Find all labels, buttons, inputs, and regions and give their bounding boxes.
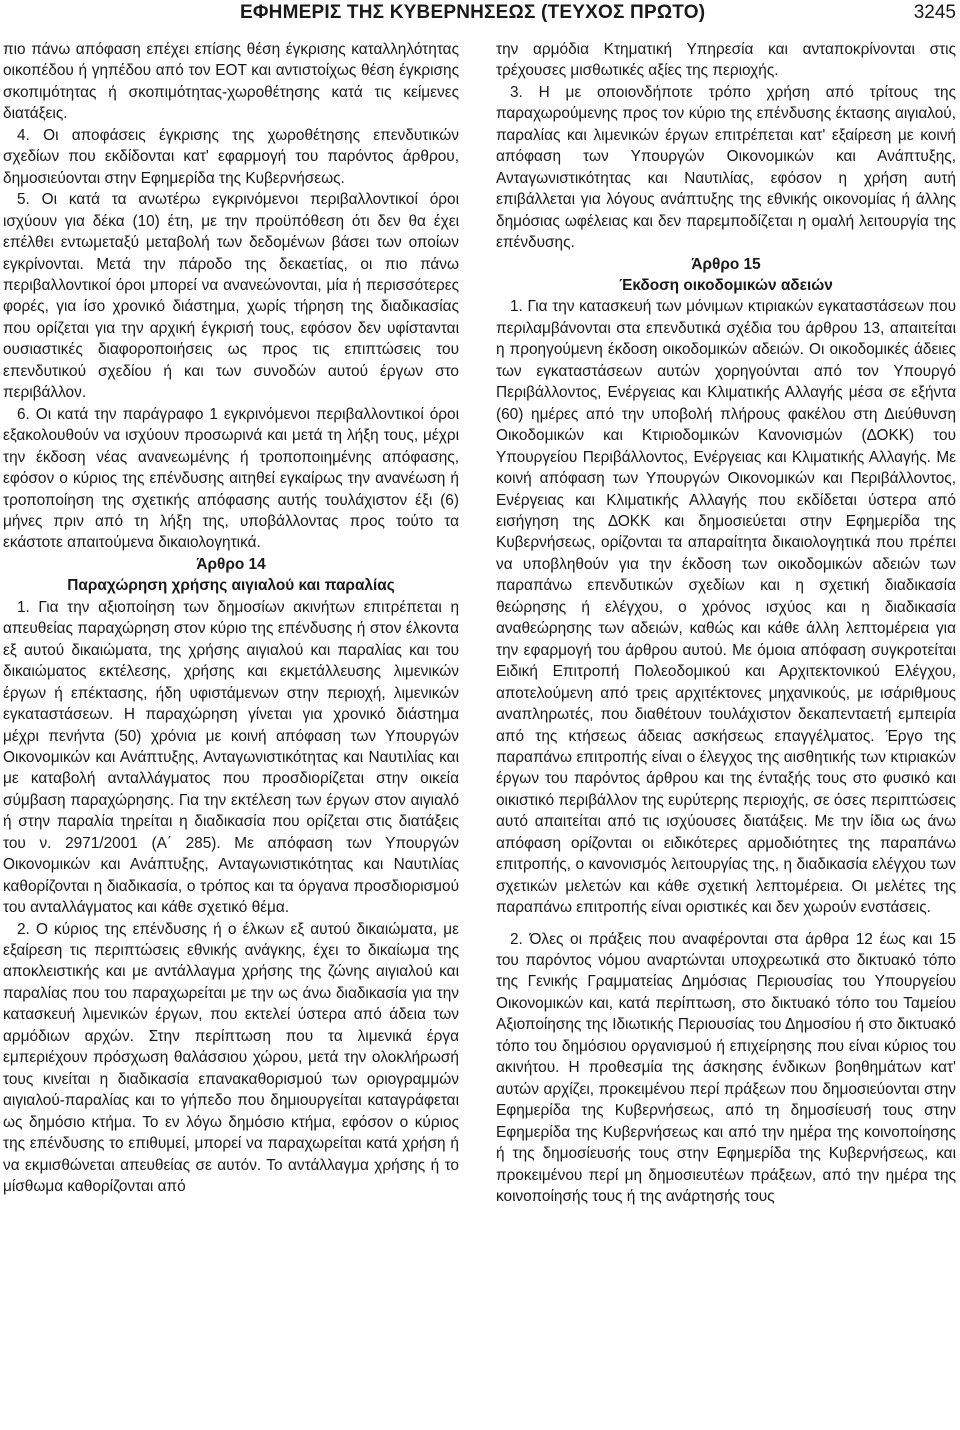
continued-paragraph: πιο πάνω απόφαση επέχει επίσης θέση έγκρισης καταλληλότητας οικοπέδου ή γηπέδου από τον ΕΟΤ και αντιστοίχως θέση έγκρισης σκοπιμότητας ή σκοπιμότητας-χωροθέτησης κατά τις κείμενες διατάξεις.: [3, 41, 459, 123]
left-column: [3, 39, 459, 1197]
article-15-title: Έκδοση οικοδομικών αδειών: [619, 276, 833, 294]
page-number: 3245: [913, 2, 956, 23]
article-14-title: Παραχώρηση χρήσης αιγιαλού και παραλίας: [67, 577, 395, 595]
continued-paragraph: την αρμόδια Κτηματική Υπηρεσία και ανταποκρίνονται στις τρέχουσες μισθωτικές αξίες της περιοχής.: [496, 41, 956, 80]
article-15-paragraph-1: 1. Για την κατασκευή των μόνιμων κτιριακών εγκαταστάσεων που περιλαμβάνονται στα επενδυτικά σχέδια του άρθρου 13, απαιτείται η προηγούμενη έκδοση οικοδομικών αδειών. Οι οικοδομικές άδειες των εγκαταστάσεων αυτών χορηγούνται από τον Υπουργό Περιβάλλοντος, Ενέργειας και Κλιματικής Αλλαγής μέσα σε εξήντα (60) ημέρες από την υποβολή πλήρους φακέλου στη Διεύθυνση Οικοδομικών και Κτιριοδομικών Κανονισμών (ΔΟΚΚ) του Υπουργείου Περιβάλλοντος, Ενέργειας και Κλιματικής Αλλαγής. Με κοινή απόφαση των Υπουργών Οικονομικών και Περιβάλλοντος, Ενέργειας και Κλιματικής Αλλαγής που εκδίδεται ύστερα από εισήγηση της ΔΟΚΚ και δημοσιεύεται στην Εφημερίδα της Κυβερνήσεως, ορίζονται τα απαραίτητα δικαιολογητικά που πρέπει να υποβληθούν για την έκδοση των οικοδομικών αδειών των παραπάνω επενδυτικών σχεδίων και η σχετική διαδικασία θεώρησης ή ελέγχου, ο χρόνος ισχύος και η διαδικασία αναθεώρησης των αδειών, καθώς και κάθε άλλη λεπτομέρεια για την εφαρμογή του άρθρου αυτού. Με όμοια απόφαση συγκροτείται Ειδική Επιτροπή Πολεοδομικού και Αρχιτεκτονικού Ελέγχου, αποτελούμενη από τρεις αρχιτέκτονες μηχανικούς, με ισάριθμους αναπληρωτές, που διαθέτουν τουλάχιστον δεκαπενταετή εμπειρία από της κτήσεως άδειας ασκήσεως επαγγέλματος. Έργο της παραπάνω επιτροπής είναι ο έλεγχος της αισθητικής των κτιριακών έργων του παρόντος άρθρου και της ένταξής τους στο φυσικό και οικιστικό περιβάλλον της ευρύτερης περιοχής, σε όσες περιπτώσεις αυτό απαιτείται από τις ισχύουσες διατάξεις. Με την ίδια ως άνω απόφαση ορίζονται οι ειδικότερες αρμοδιότητες της παραπάνω επιτροπής, ο κανονισμός λειτουργίας της, η διαδικασία ελέγχου των σχετικών μελετών και κάθε σχετική λεπτομέρεια. Οι μελέτες της παραπάνω επιτροπής είναι οριστικές και δεν χωρούν ενστάσεις.: [496, 298, 956, 917]
right-column: [496, 39, 956, 1207]
paragraph-3: 3. Η με οποιονδήποτε τρόπο χρήση από τρίτους της παραχωρούμενης προς τον κύριο της επένδυσης έκτασης αιγιαλού, παραλίας και λιμενικών έργων επιτρέπεται κατ' εξαίρεση με κοινή απόφαση των Υπουργών Οικονομικών και Ανάπτυξης, Ανταγωνιστικότητας και Ναυτιλίας, εφόσον η χρήση αυτή επιβάλλεται για λόγους ανάπτυξης της εθνικής οικονομίας ή άλλης δημόσιας ωφέλειας και δεν παρεμποδίζεται η ομαλή λειτουργία της επένδυσης.: [496, 83, 956, 252]
article-14-paragraph-1: 1. Για την αξιοποίηση των δημοσίων ακινήτων επιτρέπεται η απευθείας παραχώρηση στον κύριο της επένδυσης ή στον έλκοντα εξ αυτού δικαιώματα, της χρήσης αιγιαλού και παραλίας και του δικαιώματος εκτέλεσης, χρήσης και εκμετάλλευσης λιμενικών έργων ή επέκτασης, ήδη υφιστάμενων στην περιοχή, λιμενικών εγκαταστάσεων. Η παραχώρηση γίνεται για χρονικό διάστημα μέχρι πενήντα (50) χρόνια με κοινή απόφαση των Υπουργών Οικονομικών και Ανάπτυξης, Ανταγωνιστικότητας και Ναυτιλίας και με καταβολή ανταλλάγματος που προσδιορίζεται στην οικεία σύμβαση παραχώρησης. Για την εκτέλεση των έργων στον αιγιαλό ή στην παραλία τηρείται η διαδικασία που ορίζεται στις διατάξεις του ν. 2971/2001 (Α΄ 285). Με απόφαση των Υπουργών Οικονομικών και Ανάπτυξης, Ανταγωνιστικότητας και Ναυτιλίας καθορίζονται η διαδικασία, ο τρόπος και τα όργανα προσδιορισμού του ανταλλάγματος και κάθε σχετικό θέμα.: [3, 598, 459, 917]
header-title: ΕΦΗΜΕΡΙΣ ΤΗΣ ΚΥΒΕΡΝΗΣΕΩΣ (ΤΕΥΧΟΣ ΠΡΩΤΟ): [240, 2, 706, 23]
paragraph-4: 4. Οι αποφάσεις έγκρισης της χωροθέτησης επενδυτικών σχεδίων που εκδίδονται κατ' εφαρμογή του παρόντος άρθρου, δημοσιεύονται στην Εφημερίδα της Κυβερνήσεως.: [3, 126, 459, 187]
article-15-paragraph-2: 2. Όλες οι πράξεις που αναφέρονται στα άρθρα 12 έως και 15 του παρόντος νόμου αναρτώνται υποχρεωτικά στο δικτυακό τόπο της Γενικής Γραμματείας Δημόσιας Περιουσίας του Υπουργείου Οικονομικών και, κατά περίπτωση, στο δικτυακό τόπο του Ταμείου Αξιοποίησης της Ιδιωτικής Περιουσίας του Δημοσίου ή στο δικτυακό τόπο του δημόσιου οργανισμού ή επιχείρησης που είναι κύριος του ακινήτου. Η προθεσμία της άσκησης ένδικων βοηθημάτων κατ' αυτών αρχίζει, προκειμένου περί πράξεων που δημοσιεύονται στην Εφημερίδα της Κυβερνήσεως, από τη δημοσίευσή τους στην Εφημερίδα της Κυβερνήσεως και από την ημέρα της κοινοποίησης ή της δημοσίευσής τους στην Εφημερίδα της Κυβερνήσεως, και προκειμένου περί μη δημοσιευτέων πράξεων, από την ημέρα της κοινοποίησής τους ή της ανάρτησής τους: [496, 930, 956, 1206]
paragraph-5: 5. Οι κατά τα ανωτέρω εγκρινόμενοι περιβαλλοντικοί όροι ισχύουν για δέκα (10) έτη, με την προϋπόθεση ότι δεν θα έχει επέλθει εντωμεταξύ μεταβολή των δεδομένων βάσει των οποίων εγκρίνονται. Μετά την πάροδο της δεκαετίας, οι πιο πάνω περιβαλλοντικοί όροι μπορεί να ανανεώνονται, μία ή περισσότερες φορές, για ίσο χρονικό διάστημα, χωρίς τήρηση της διαδικασίας που ορίζεται για την αρχική έγκρισή τους, εφόσον δεν υφίστανται ουσιαστικές διαφοροποιήσεις ως προς τις επιπτώσεις του επενδυτικού σχεδίου ή και των συνοδών αυτού έργων στο περιβάλλον.: [3, 191, 459, 402]
article-14-paragraph-2: 2. Ο κύριος της επένδυσης ή ο έλκων εξ αυτού δικαιώματα, με εξαίρεση τις περιπτώσεις εθνικής ανάγκης, έχει το δικαίωμα της αποκλειστικής και με αντάλλαγμα χρήσης της ζώνης αιγιαλού και παραλίας που του παραχωρείται με την ως άνω διαδικασία για την κατασκευή λιμενικών έργων, που εκτελεί ύστερα από άδεια των αρμόδιων αρχών. Στην περίπτωση που τα λιμενικά έργα εμπεριέχουν πρόσχωση θαλάσσιου χώρου, μετά την ολοκλήρωσή τους κινείται η διαδικασία επανακαθορισμού των οριογραμμών αιγιαλού-παραλίας και το γήπεδο που δημιουργείται καταγράφεται ως δημόσιο κτήμα. Το εν λόγω δημόσιο κτήμα, εφόσον ο κύριος της επένδυσης το επιθυμεί, μπορεί να παραχωρείται κατά χρήση ή να εκμισθώνεται απευθείας σε αυτόν. Το αντάλλαγμα χρήσης ή το μίσθωμα καθορίζονται από: [3, 920, 459, 1196]
article-14-number: Άρθρο 14: [196, 555, 266, 573]
article-15-number: Άρθρο 15: [691, 255, 761, 273]
page-header: [0, 0, 960, 32]
paragraph-6: 6. Οι κατά την παράγραφο 1 εγκρινόμενοι περιβαλλοντικοί όροι εξακολουθούν να ισχύουν προσωρινά και μετά τη λήξη τους, μέχρι την έκδοση νέας ανανεωμένης ή τροποποιημένης απόφασης, εφόσον ο κύριος της επένδυσης αιτηθεί εγκαίρως την ανανέωση ή τροποποίηση της σχετικής απόφασης αυτής τουλάχιστον έξι (6) μήνες πριν από τη λήξη της, υποβάλλοντας προς τούτο τα εκάστοτε απαιτούμενα δικαιολογητικά.: [3, 405, 459, 552]
